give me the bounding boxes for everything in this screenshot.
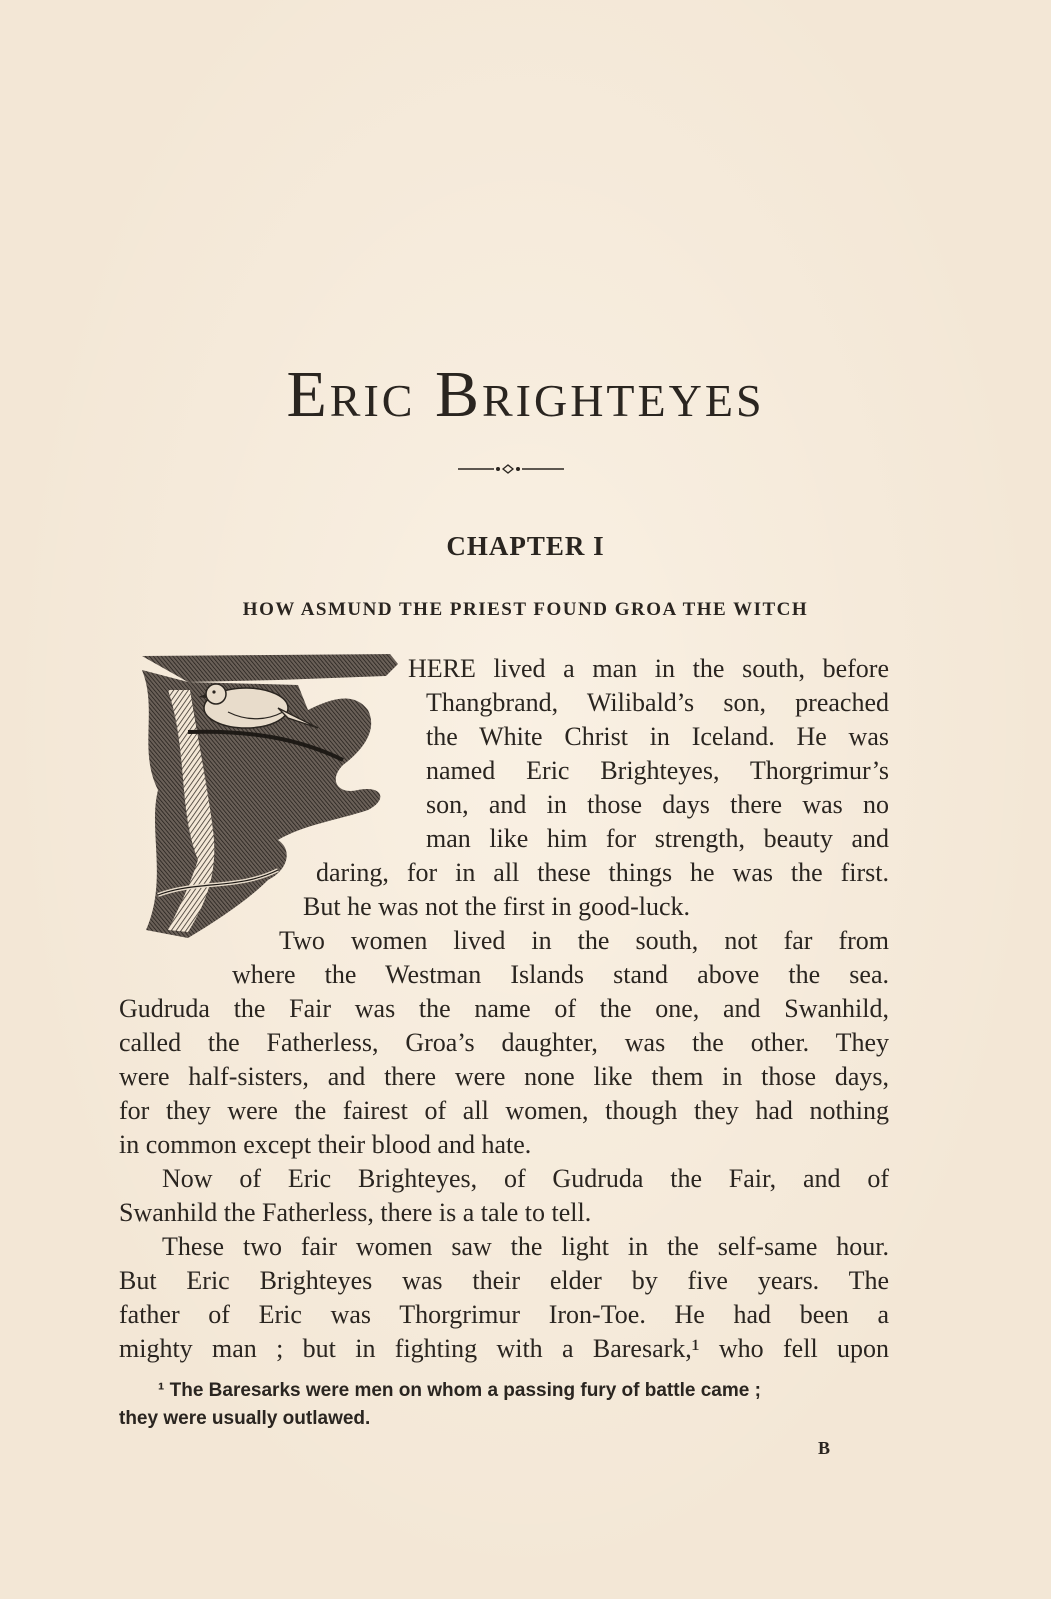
body-line: Thangbrand, Wilibald’s son, preached <box>426 688 889 717</box>
body-line: But Eric Brighteyes was their elder by five years. The <box>119 1266 889 1295</box>
body-line: son, and in those days there was no <box>426 790 889 819</box>
body-line: named Eric Brighteyes, Thorgrimur’s <box>426 756 889 785</box>
ornament-divider <box>458 463 564 475</box>
chapter-title: HOW ASMUND THE PRIEST FOUND GROA THE WITCH <box>242 599 809 620</box>
body-line: father of Eric was Thorgrimur Iron-Toe. He had been a <box>119 1300 889 1329</box>
body-line: daring, for in all these things he was the first. <box>316 858 889 887</box>
body-line: Now of Eric Brighteyes, of Gudruda the Fair, and of <box>162 1164 889 1193</box>
body-line: Swanhild the Fatherless, there is a tale to tell. <box>119 1198 592 1227</box>
chapter-heading: CHAPTER I <box>446 531 605 561</box>
body-line: Gudruda the Fair was the name of the one, and Swanhild, <box>119 994 889 1023</box>
body-line: were half-sisters, and there were none like them in those days, <box>119 1062 889 1091</box>
footnote-line: ¹ The Baresarks were men on whom a passing fury of battle came ; <box>158 1380 761 1401</box>
body-line: mighty man ; but in fighting with a Baresark,¹ who fell upon <box>119 1334 889 1363</box>
body-line: These two fair women saw the light in the self-same hour. <box>162 1232 889 1261</box>
body-line: man like him for strength, beauty and <box>426 824 889 853</box>
body-line: the White Christ in Iceland. He was <box>426 722 889 751</box>
body-line: Two women lived in the south, not far from <box>279 926 889 955</box>
body-line: But he was not the first in good-luck. <box>303 892 691 921</box>
book-title: Eric Brighteyes <box>286 358 765 431</box>
body-line: in common except their blood and hate. <box>119 1130 532 1159</box>
footnote-line: they were usually outlawed. <box>119 1408 371 1429</box>
body-line: where the Westman Islands stand above the sea. <box>232 960 889 989</box>
body-line: for they were the fairest of all women, though they had nothing <box>119 1096 889 1125</box>
signature-mark: B <box>818 1438 831 1458</box>
body-line: called the Fatherless, Groa’s daughter, was the other. They <box>119 1028 889 1057</box>
body-line: HERE lived a man in the south, before <box>408 654 889 683</box>
